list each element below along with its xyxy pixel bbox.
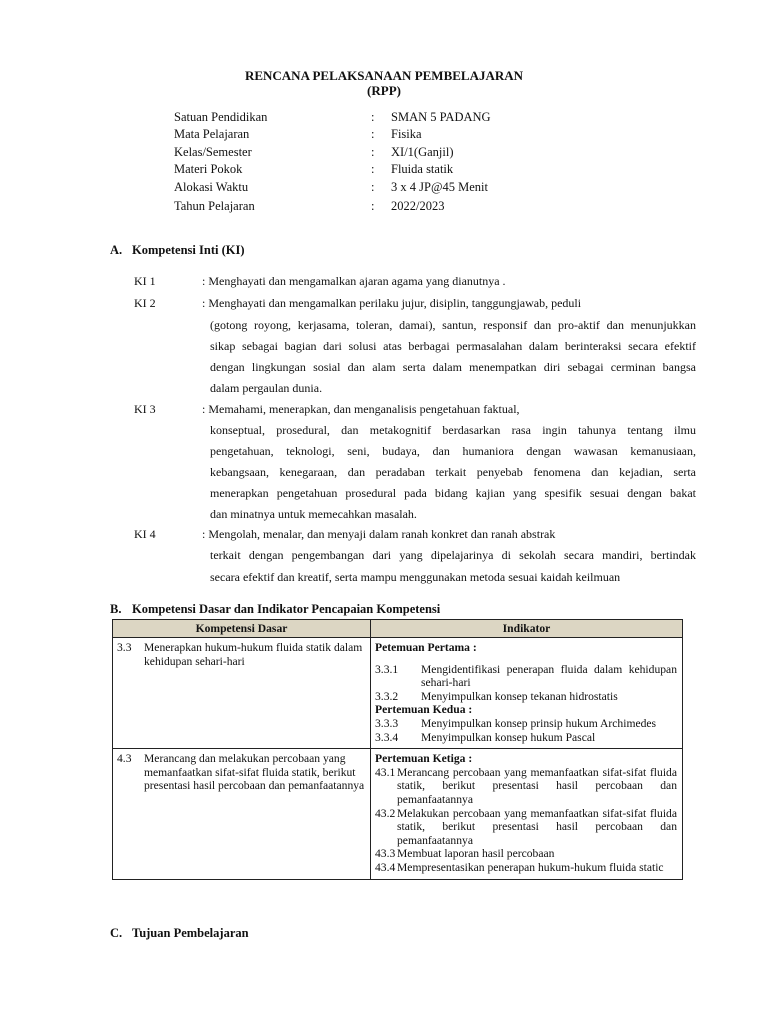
ki-code: KI 2 bbox=[134, 296, 156, 310]
identity-value: 3 x 4 JP@45 Menit bbox=[391, 180, 488, 194]
ki-text-line: secara efektif dan kreatif, serta mampu menggunakan metoda sesuai kaidah keilmuan bbox=[210, 570, 621, 584]
section-c-heading bbox=[110, 926, 249, 941]
section-title: Kompetensi Inti (KI) bbox=[132, 243, 245, 257]
section-letter: B. bbox=[110, 602, 122, 616]
section-b-heading bbox=[110, 602, 440, 617]
indicator-text: Merancang percobaan yang memanfaatkan sifat-sifat fluida statik, berikut presentasi hasil percobaan dan pemanfaatannya bbox=[397, 765, 677, 806]
indicator-item bbox=[375, 717, 677, 731]
indicator-text: Menyimpulkan konsep hukum Pascal bbox=[421, 730, 596, 744]
table-header-row bbox=[113, 620, 683, 638]
identity-label: Satuan Pendidikan bbox=[174, 110, 268, 124]
ki-text-line: dengan lingkungan sosial dan alam serta dalam menempatkan diri sebagai cerminan bangsa bbox=[210, 360, 696, 374]
indicator-item bbox=[375, 861, 677, 875]
meeting-label: Pertemuan Kedua : bbox=[375, 703, 473, 717]
ki-code: KI 4 bbox=[134, 527, 156, 541]
identity-colon: : bbox=[371, 127, 375, 141]
header-indikator: Indikator bbox=[371, 620, 683, 638]
indicator-item bbox=[375, 731, 677, 745]
identity-value: 2022/2023 bbox=[391, 199, 445, 213]
ki-text-line: dalam pergaulan dunia. bbox=[210, 381, 323, 395]
kd-cell bbox=[113, 638, 371, 749]
competency-table bbox=[112, 619, 683, 880]
indicator-text: Menyimpulkan konsep tekanan hidrostatis bbox=[421, 689, 618, 703]
section-letter: C. bbox=[110, 926, 123, 940]
kd-text: Merancang dan melakukan percobaan yang memanfaatkan sifat-sifat fluida statik, berikut presentasi hasil percobaan dan pemanfaatannya bbox=[144, 752, 365, 793]
ki-text-line: konseptual, prosedural, dan metakognitif berdasarkan rasa ingin tahunya tentang ilmu bbox=[210, 423, 696, 437]
indicator-number: 43.1 bbox=[375, 765, 396, 779]
indicator-text: Menyimpulkan konsep prinsip hukum Archimedes bbox=[421, 716, 657, 730]
ki-code: KI 3 bbox=[134, 402, 156, 416]
indicator-number: 43.4 bbox=[375, 860, 396, 874]
meeting-label: Petemuan Pertama : bbox=[375, 641, 477, 654]
kd-cell bbox=[113, 749, 371, 879]
ki-text-line: pengetahuan, teknologi, seni, budaya, dan humaniora dengan wawasan kemanusiaan, bbox=[210, 444, 696, 458]
identity-colon: : bbox=[371, 145, 375, 159]
ki-text-line: menerapkan pengetahuan prosedural pada bidang kajian yang spesifik sesuai dengan bakat bbox=[210, 486, 696, 500]
ki-text-line: (gotong royong, kerjasama, toleran, damai), santun, responsif dan pro-aktif dan menunjukkan bbox=[210, 318, 696, 332]
indicator-text: Membuat laporan hasil percobaan bbox=[397, 847, 555, 861]
identity-label: Mata Pelajaran bbox=[174, 127, 250, 141]
indicator-text: Mempresentasikan penerapan hukum-hukum fluida static bbox=[397, 860, 664, 874]
meeting-label: Pertemuan Ketiga : bbox=[375, 752, 473, 766]
document-subtitle: (RPP) bbox=[367, 83, 401, 98]
kd-number: 4.3 bbox=[117, 752, 132, 766]
ki-text-line: dan minatnya untuk memecahkan masalah. bbox=[210, 507, 417, 521]
indicator-item bbox=[375, 847, 677, 861]
indicator-text: Mengidentifikasi penerapan fluida dalam kehidupan sehari-hari bbox=[421, 662, 677, 690]
indicator-cell bbox=[371, 749, 683, 879]
ki-text: : Memahami, menerapkan, dan menganalisis pengetahuan faktual, bbox=[202, 402, 520, 416]
identity-value: SMAN 5 PADANG bbox=[391, 110, 491, 124]
section-title: Tujuan Pembelajaran bbox=[132, 926, 249, 940]
indicator-number: 3.3.3 bbox=[375, 716, 399, 730]
indicator-number: 43.3 bbox=[375, 847, 396, 861]
indicator-item bbox=[375, 807, 677, 848]
identity-colon: : bbox=[371, 180, 375, 194]
header-kompetensi-dasar: Kompetensi Dasar bbox=[113, 620, 371, 638]
indicator-item bbox=[375, 690, 677, 704]
ki-text-line: sikap sebagai bagian dari solusi atas berbagai permasalahan dalam berinteraksi secara efektif bbox=[210, 339, 696, 353]
indicator-item bbox=[375, 663, 677, 690]
indicator-number: 3.3.4 bbox=[375, 730, 399, 744]
identity-label: Materi Pokok bbox=[174, 162, 243, 176]
indicator-number: 3.3.1 bbox=[375, 662, 399, 676]
ki-text: : Menghayati dan mengamalkan perilaku jujur, disiplin, tanggungjawab, peduli bbox=[202, 296, 582, 310]
ki-text: : Menghayati dan mengamalkan ajaran agama yang dianutnya . bbox=[202, 274, 506, 288]
section-letter: A. bbox=[110, 243, 123, 257]
ki-text-line: terkait dengan pengembangan dari yang dipelajarinya di sekolah secara mandiri, bertindak bbox=[210, 548, 696, 562]
ki-code: KI 1 bbox=[134, 274, 156, 288]
identity-colon: : bbox=[371, 110, 375, 124]
indicator-number: 43.2 bbox=[375, 806, 396, 820]
document-title: RENCANA PELAKSANAAN PEMBELAJARAN bbox=[244, 68, 524, 83]
indicator-number: 3.3.2 bbox=[375, 689, 399, 703]
table-row bbox=[113, 638, 683, 749]
identity-label: Tahun Pelajaran bbox=[174, 199, 255, 213]
indicator-item bbox=[375, 766, 677, 807]
table-row bbox=[113, 749, 683, 879]
section-a-heading bbox=[110, 243, 245, 258]
identity-value: Fluida statik bbox=[391, 162, 454, 176]
identity-value: XI/1(Ganjil) bbox=[391, 145, 454, 159]
indicator-text: Melakukan percobaan yang memanfaatkan sifat-sifat fluida statik, berikut presentasi hasil percobaan dan pemanfaatannya bbox=[397, 806, 677, 847]
identity-colon: : bbox=[371, 162, 375, 176]
identity-value: Fisika bbox=[391, 127, 422, 141]
identity-colon: : bbox=[371, 199, 375, 213]
section-title: Kompetensi Dasar dan Indikator Pencapaian Kompetensi bbox=[132, 602, 441, 616]
ki-text: : Mengolah, menalar, dan menyaji dalam ranah konkret dan ranah abstrak bbox=[202, 527, 556, 541]
indicator-cell bbox=[371, 638, 683, 749]
identity-label: Kelas/Semester bbox=[174, 145, 252, 159]
kd-text: Menerapkan hukum-hukum fluida statik dalam kehidupan sehari-hari bbox=[144, 641, 363, 668]
kd-number: 3.3 bbox=[117, 641, 132, 654]
identity-label: Alokasi Waktu bbox=[174, 180, 249, 194]
ki-text-line: kebangsaan, kenegaraan, dan peradaban terkait penyebab fenomena dan kejadian, serta bbox=[210, 465, 696, 479]
